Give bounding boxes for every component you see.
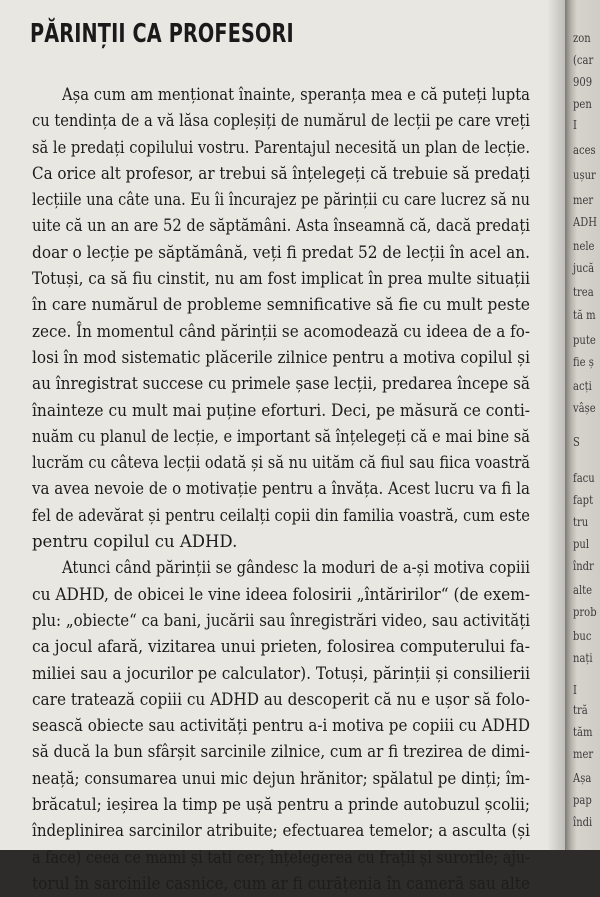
text-line: losi în mod sistematic plăcerile zilnice pentru a motiva copilul și xyxy=(32,347,531,367)
text-line: brăcatul; ieșirea la timp pe ușă pentru a prinde autobuzul școlii; xyxy=(32,795,531,815)
text-line: să ducă la bun sfârșit sarcinile zilnice, cum ar fi trezirea de dimi- xyxy=(32,742,530,762)
text-line: care tratează copiii cu ADHD au descoperit că nu e ușor să folo- xyxy=(32,689,531,709)
facing-page-fragment: pap xyxy=(573,792,592,807)
text-line: cu tendința de a vă lăsa copleșiți de numărul de lecții pe care vreți xyxy=(32,111,530,131)
text-line: torul în sarcinile casnice, cum ar fi curățenia în cameră sau alte xyxy=(32,873,531,893)
facing-page-fragment: fie ș xyxy=(573,354,594,369)
facing-page-fragment: prob xyxy=(573,604,597,619)
paragraph xyxy=(32,82,532,555)
text-line: plu: „obiecte“ ca bani, jucării sau înregistrări video, sau activități xyxy=(32,610,531,630)
chapter-heading: PĂRINȚII CA PROFESORI xyxy=(30,19,294,49)
facing-page-fragment: I xyxy=(573,117,577,132)
text-line: fel de adevărat și pentru ceilalți copii din familia voastră, cum este xyxy=(32,505,530,525)
text-line: a face) ceea ce mami și tati cer; înțelegerea cu frații și surorile; aju- xyxy=(32,847,531,867)
facing-page-fragment: tă m xyxy=(573,307,596,322)
facing-page-fragment: tru xyxy=(573,514,589,529)
facing-page-fragment: îndr xyxy=(573,558,594,573)
facing-page-fragment: pen xyxy=(573,96,592,111)
facing-page-fragment: I xyxy=(573,682,577,697)
facing-page-fragment: ADH xyxy=(573,214,597,229)
text-line: Ca orice alt profesor, ar trebui să înțelegeți că trebuie să predați xyxy=(32,163,530,183)
body-text xyxy=(32,82,532,897)
text-line: Așa cum am menționat înainte, speranța mea e că puteți lupta xyxy=(62,85,530,104)
text-line: uite că un an are 52 de săptămâni. Asta înseamnă că, dacă predați xyxy=(32,216,530,236)
text-line: să le predați copilului vostru. Parentajul necesită un plan de lecție. xyxy=(32,137,530,157)
text-line: neață; consumarea unui mic dejun hrănitor; spălatul pe dinți; îm- xyxy=(32,768,530,788)
facing-page-fragment: fapt xyxy=(573,492,594,507)
facing-page-fragment: alte xyxy=(573,582,593,597)
facing-page-fragment: buc xyxy=(573,628,592,643)
facing-page-fragment: mer xyxy=(573,746,594,761)
facing-page-fragment: facu xyxy=(573,470,595,485)
facing-page-fragment: Așa xyxy=(573,770,592,785)
facing-page-fragment: trea xyxy=(573,284,594,299)
text-line: Totuși, ca să fiu cinstit, nu am fost implicat în prea multe situații xyxy=(32,269,530,289)
text-line: ca jocul afară, vizitarea unui prieten, folosirea computerului fa- xyxy=(32,637,530,657)
facing-page-fragment: pul xyxy=(573,536,590,551)
text-line: lucrăm cu câteva lecții odată și să nu uităm că fiul sau fiica voastră xyxy=(32,453,531,473)
facing-page-fragment: nați xyxy=(573,650,593,665)
text-line: miliei sau a jocurilor pe calculator). Totuși, părinții și consilierii xyxy=(32,663,531,683)
facing-page-fragment: îndi xyxy=(573,814,593,829)
facing-page-fragment: 909 xyxy=(573,74,593,89)
paragraph xyxy=(32,555,532,897)
facing-page-fragment: acți xyxy=(573,378,592,393)
facing-page-fragment: S xyxy=(573,434,580,449)
facing-page-edge xyxy=(565,0,600,850)
facing-page-fragment: jucă xyxy=(573,260,595,275)
text-line: doar o lecție pe săptămână, veți fi predat 52 de lecții în acel an. xyxy=(32,242,531,262)
text-line: sească obiecte sau activități pentru a-i motiva pe copiii cu ADHD xyxy=(32,716,531,736)
facing-page-fragment: vâșe xyxy=(573,400,596,415)
facing-page-fragment: zon xyxy=(573,30,591,45)
text-line: lecțiile una câte una. Eu îi încurajez pe părinții cu care lucrez să nu xyxy=(32,190,530,210)
facing-page-fragment: pute xyxy=(573,332,596,347)
text-line: Atunci când părinții se gândesc la moduri de a-și motiva copiii xyxy=(62,558,531,578)
text-line: nuăm cu planul de lecție, e important să înțelegeți că e mai bine să xyxy=(32,426,530,446)
facing-page-fragment: aces xyxy=(573,142,596,157)
text-line: înainteze cu mult mai puține eforturi. Deci, pe măsură ce conti- xyxy=(32,400,531,420)
facing-page-fragment: tăm xyxy=(573,724,593,739)
text-line: zece. În momentul când părinții se acomodează cu ideea de a fo- xyxy=(32,321,531,341)
facing-page-fragment: nele xyxy=(573,238,595,253)
facing-page-fragment: tră xyxy=(573,702,588,717)
text-line: va avea nevoie de o motivație pentru a învăța. Acest lucru va fi la xyxy=(32,479,530,499)
facing-page-fragment: (car xyxy=(573,52,594,67)
text-line: în care numărul de probleme semnificative să fie cu mult peste xyxy=(32,295,531,315)
facing-page-fragment: mer xyxy=(573,192,594,207)
text-line: au înregistrat succese cu primele șase lecții, predarea începe să xyxy=(32,374,531,394)
facing-page-fragment: ușur xyxy=(573,167,596,182)
text-line: pentru copilul cu ADHD. xyxy=(32,532,238,552)
text-line: îndeplinirea sarcinilor atribuite; efectuarea temelor; a asculta (și xyxy=(32,821,530,841)
text-line: cu ADHD, de obicei le vine ideea folosirii „întăririlor“ (de exem- xyxy=(32,584,531,604)
